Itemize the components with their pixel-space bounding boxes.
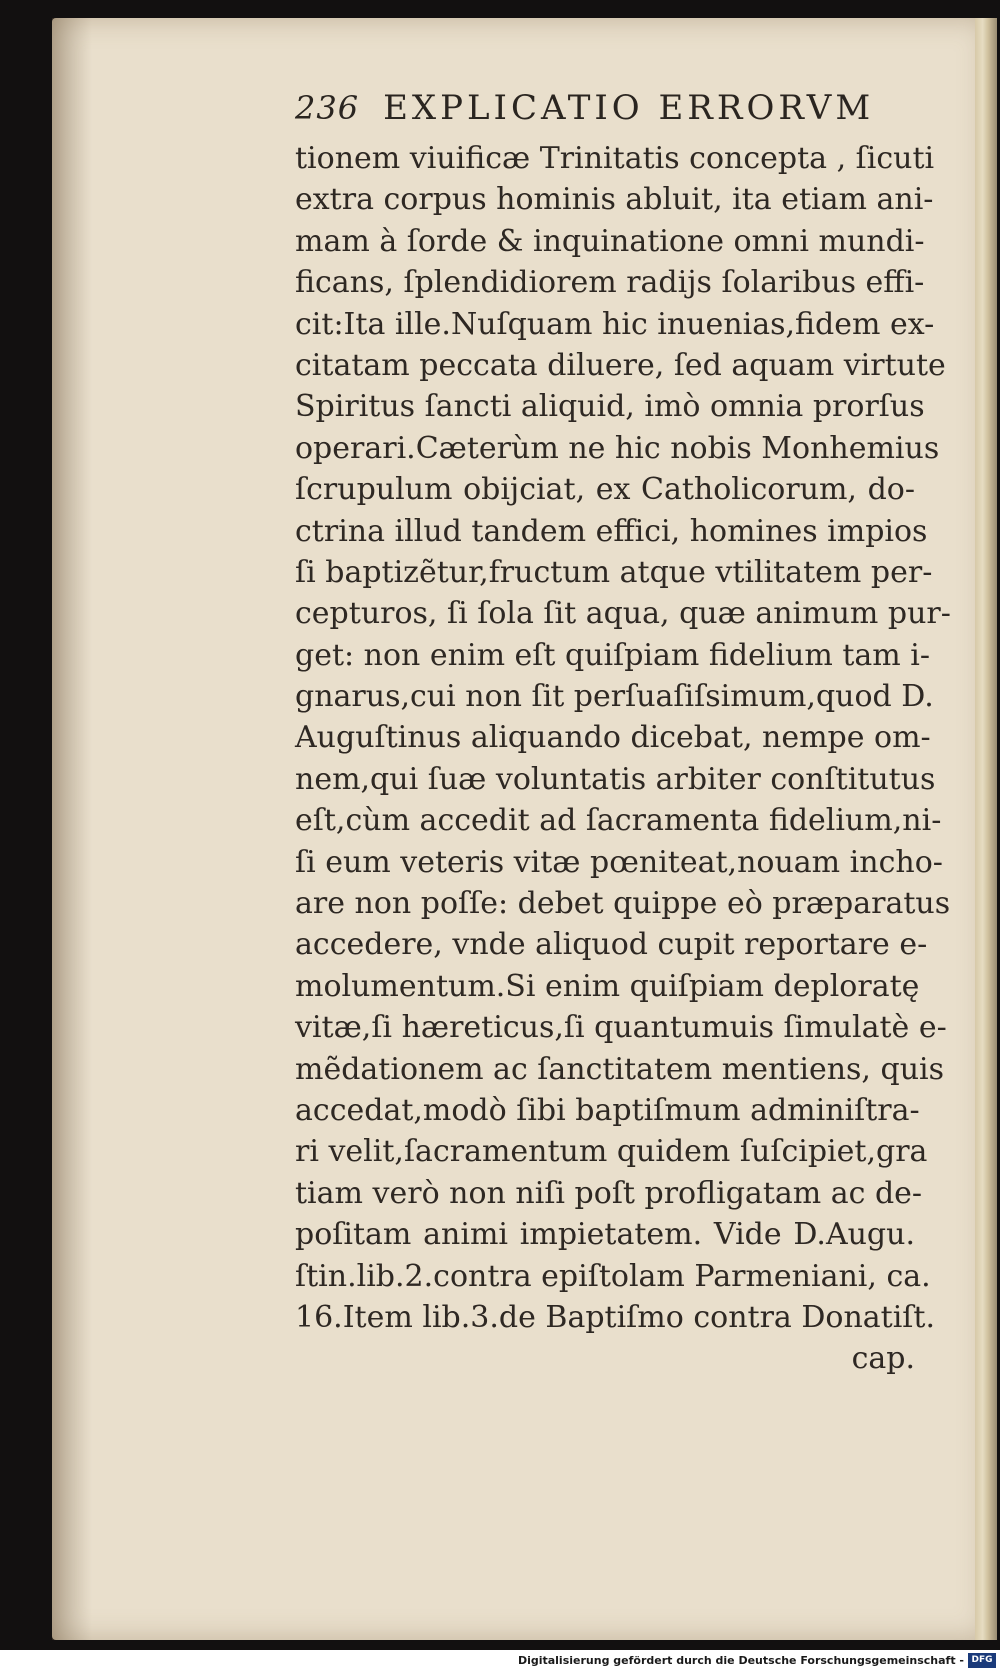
text-line: Spiritus ſancti aliquid, imò omnia prorſus: [295, 389, 925, 425]
body-text: [295, 138, 951, 1380]
text-line: are non poſſe: debet quippe eò præparatus: [295, 886, 951, 922]
text-line: ficans, ſplendidiorem radijs ſolaribus effi-: [295, 265, 925, 301]
text-line: get: non enim eſt quiſpiam fidelium tam i-: [295, 637, 931, 673]
text-line: ri velit,ſacramentum quidem ſuſcipiet,gra: [295, 1134, 928, 1170]
text-line: cepturos, ſi ſola ſit aqua, quæ animum pur-: [295, 596, 951, 632]
page-edge: [975, 18, 997, 1640]
digitization-footer: [0, 1650, 1000, 1671]
text-line: mam à ſorde & inquinatione omni mundi-: [295, 223, 925, 259]
text-line: 16.Item lib.3.de Baptiſmo contra Donatiſt.: [295, 1299, 936, 1335]
text-line: operari.Cæterùm ne hic nobis Monhemius: [295, 430, 940, 466]
text-line: cit:Ita ille.Nuſquam hic inuenias,fidem ex-: [295, 306, 935, 342]
gutter-shadow: [52, 18, 92, 1640]
text-line: ſcrupulum obijciat, ex Catholicorum, do-: [295, 472, 915, 508]
text-line: ſi baptizẽtur,fructum atque vtilitatem per-: [295, 554, 933, 590]
page-header: [295, 88, 915, 138]
text-line: eſt,cùm accedit ad ſacramenta fidelium,ni-: [295, 803, 942, 839]
text-line: citatam peccata diluere, ſed aquam virtute: [295, 347, 946, 383]
text-line: vitæ,ſi hæreticus,ſi quantumuis ſimulatè e-: [295, 1010, 947, 1046]
text-line: gnarus,cui non ſit perſuaſiſsimum,quod D.: [295, 679, 934, 715]
text-line: extra corpus hominis abluit, ita etiam ani-: [295, 182, 934, 218]
text-line: tionem viuificæ Trinitatis concepta , ſicuti: [295, 141, 935, 176]
running-head: EXPLICATIO ERRORVM: [383, 88, 875, 128]
text-line: accedere, vnde aliquod cupit reportare e-: [295, 927, 928, 963]
funding-credit: Digitalisierung gefördert durch die Deutsche Forschungsgemeinschaft -: [517, 1654, 964, 1667]
text-line: ſi eum veteris vitæ pœniteat,nouam incho-: [295, 844, 943, 880]
text-line: molumentum.Si enim quiſpiam deploratę: [295, 968, 920, 1004]
text-line: tiam verò non niſi poſt profligatam ac de-: [295, 1175, 923, 1211]
text-line: ſtin.lib.2.contra epiſtolam Parmeniani, ca.: [295, 1258, 931, 1294]
dfg-logo: DFG: [968, 1653, 996, 1668]
page-number: 236: [295, 89, 360, 127]
catchword: cap.: [851, 1341, 915, 1377]
text-line: Auguſtinus aliquando dicebat, nempe om-: [295, 720, 931, 756]
text-line: nem,qui ſuæ voluntatis arbiter conſtitutus: [295, 761, 936, 797]
text-line: accedat,modò ſibi baptiſmum adminiſtra-: [295, 1092, 920, 1128]
text-line: mẽdationem ac ſanctitatem mentiens, quis: [295, 1051, 945, 1087]
text-line: poſitam animi impietatem. Vide D.Augu.: [295, 1217, 915, 1253]
text-line: ctrina illud tandem effici, homines impios: [295, 513, 928, 549]
